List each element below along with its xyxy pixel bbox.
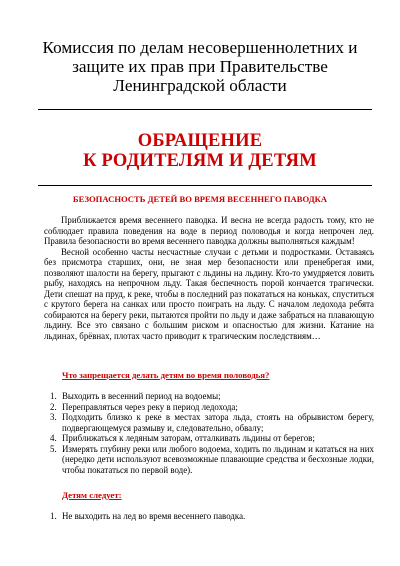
list-item-number: 3. [50, 412, 57, 422]
document-title [0, 131, 400, 171]
header-line-3: Ленинградской области [113, 76, 287, 95]
header-line-1: Комиссия по делам несовершеннолетних и [42, 38, 358, 57]
list-item-number: 2. [50, 401, 57, 412]
intro-paragraph-1: Приближается время весеннего паводка. И весна не всегда радость тому, кто не соблюдает правила поведения на воде в период половодья и когда непрочен лед. Правила безопасности во время весеннего паводка должны выполняться каждым! [44, 215, 374, 246]
list-item [44, 444, 374, 476]
list-item [44, 511, 374, 522]
list-item-text: Выходить в весенний период на водоемы; [62, 391, 221, 401]
list-item-text: Не выходить на лед во время весеннего паводка. [62, 511, 246, 521]
header-line-2: защите их прав при Правительстве [72, 57, 328, 76]
should-list [44, 511, 374, 522]
should-heading: Детям следует: [62, 490, 122, 500]
intro-paragraph-2: Весной особенно часты несчастные случаи с детьми и подростками. Оставаясь без присмотра старших, они, не зная мер безопасности или пренебрегая ими, позволяют шалости на берегу, прыгают с льдины на льдину. Кто-то умудряется ловить рыбу, находясь на непрочном льду. Такая беспечность порой кончается трагически. Дети спешат на пруд, к реке, чтобы в последний раз покататься на коньках, спуститься с крутого берега на санках или просто поиграть на льду. С началом ледохода ребята собираются на берегу реки, пытаются пройти по льду и даже забраться на плавающую льдину. Все это связано с большим риском и опасностью для жизни. Катание на льдинах, брёвнах, плотах часто приводит к трагическим последствиям… [44, 246, 374, 341]
document-subtitle: БЕЗОПАСНОСТЬ ДЕТЕЙ ВО ВРЕМЯ ВЕСЕННЕГО ПАВОДКА [72, 194, 328, 204]
top-divider [38, 109, 372, 110]
list-item-text: Измерять глубину реки или любого водоема, ходить по льдинам и кататься на них (нередко дети используют всевозможные плавающие средства и бесхозные лодки, чтобы покататься по первой воде). [62, 443, 374, 475]
list-item-text: Подходить близко к реке в местах затора льда, стоять на обрывистом берегу, подвергающемуся размыву и, следовательно, обвалу; [62, 412, 374, 433]
bottom-divider [38, 185, 372, 186]
list-item [44, 391, 374, 402]
title-line-2: К РОДИТЕЛЯМ И ДЕТЯМ [83, 151, 317, 171]
list-item [44, 402, 374, 413]
prohibited-heading: Что запрещается делать детям во время половодья? [62, 370, 270, 380]
title-line-1: ОБРАЩЕНИЕ [137, 131, 263, 151]
prohibited-list [44, 391, 374, 475]
list-item [44, 433, 374, 444]
list-item-text: Приближаться к ледяным заторам, отталкивать льдины от берегов; [62, 433, 315, 443]
list-item-number: 1. [50, 391, 57, 401]
list-item [44, 412, 374, 433]
list-item-number: 5. [50, 443, 57, 454]
list-item-number: 1. [50, 511, 57, 521]
list-item-text: Переправляться через реку в период ледохода; [62, 401, 238, 412]
intro-text [44, 215, 374, 341]
list-item-number: 4. [50, 433, 57, 443]
organization-header [24, 38, 376, 95]
